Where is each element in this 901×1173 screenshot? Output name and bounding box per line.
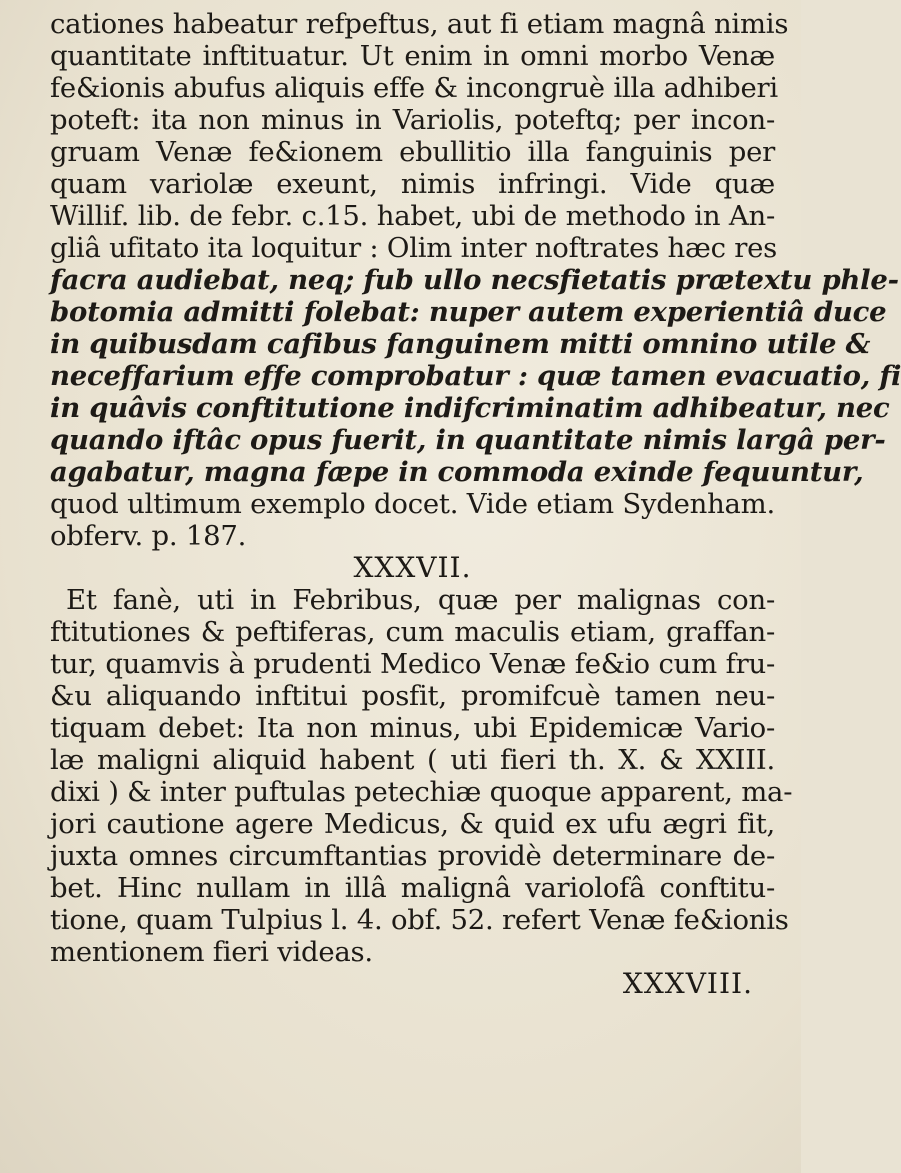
text-line: gruam Venæ fe&ionem ebullitio illa fanguinis per [50,136,775,168]
text-line: neceffarium effe comprobatur : quæ tamen evacuatio, fi [50,360,901,392]
text-line: agabatur, magna fæpe in commoda exinde fequuntur, [50,456,864,488]
text-line: tione, quam Tulpius l. 4. obf. 52. refert Venæ fe&ionis [50,904,789,936]
paragraph-1 [50,8,901,552]
text-line: &u aliquando inftitui posfit, promifcuè tamen neu- [50,680,775,712]
text-line: læ maligni aliquid habent ( uti fieri th. X. & XXIII. [50,744,775,776]
text-line: bet. Hinc nullam in illâ malignâ variolofâ conftitu- [50,872,775,904]
text-line: fe&ionis abufus aliquis effe & incongruè illa adhiberi [50,72,778,104]
text-line: quam variolæ exeunt, nimis infringi. Vide quæ [50,168,775,200]
text-line: jori cautione agere Medicus, & quid ex ufu ægri fit, [50,808,775,840]
text-line: ftitutiones & peftiferas, cum maculis etiam, graffan- [50,616,775,648]
text-line: in quâvis conftitutione indifcriminatim adhibeatur, nec [50,392,890,424]
text-line: tur, quamvis à prudenti Medico Venæ fe&io cum fru- [50,648,775,680]
text-line: Et fanè, uti in Febribus, quæ per malignas con- [66,584,775,616]
text-line: in quibusdam cafibus fanguinem mitti omnino utile & [50,328,871,360]
text-line: obferv. p. 187. [50,520,247,552]
text-line: botomia admitti folebat: nuper autem experientiâ duce [50,296,887,328]
text-line: poteft: ita non minus in Variolis, poteftq; per incon- [50,104,775,136]
paragraph-2 [50,584,793,968]
section-heading-xxxviii: XXXVIII. [622,967,753,1000]
text-line: tiquam debet: Ita non minus, ubi Epidemicæ Vario- [50,712,775,744]
text-line: quando iftâc opus fuerit, in quantitate nimis largâ per- [50,424,886,456]
text-line: Willif. lib. de febr. c.15. habet, ubi de methodo in An- [50,200,775,232]
text-line: juxta omnes circumftantias providè determinare de- [50,840,775,872]
text-line: dixi ) & inter puftulas petechiæ quoque apparent, ma- [50,776,793,808]
text-line: cationes habeatur refpeftus, aut fi etiam magnâ nimis [50,8,789,40]
text-line: gliâ ufitato ita loquitur : Olim inter noftrates hæc res [50,232,778,264]
text-line: facra audiebat, neq; fub ullo necsfietatis prætextu phle- [50,264,899,296]
text-line: mentionem fieri videas. [50,936,373,968]
text-line: quod ultimum exemplo docet. Vide etiam Sydenham. [50,488,775,520]
text-line: quantitate inftituatur. Ut enim in omni morbo Venæ [50,40,775,72]
section-heading-xxxvii: XXXVII. [353,551,472,584]
